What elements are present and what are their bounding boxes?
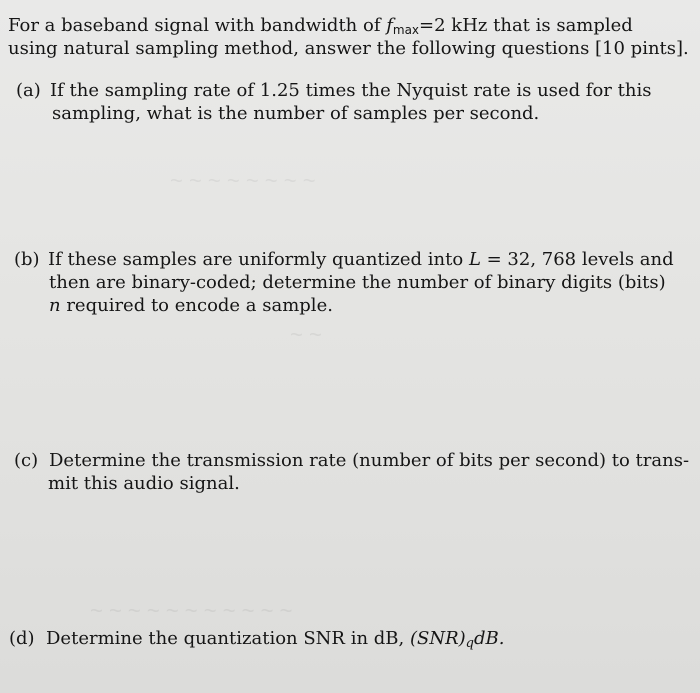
question-b-line-1 [14, 248, 674, 271]
question-b-text-3: required to encode a sample. [60, 295, 333, 316]
snr-subscript: q [465, 636, 474, 651]
question-d [9, 627, 504, 650]
question-c-label: (c) [14, 450, 39, 471]
show-through-marks: ~ ~ ~ ~ ~ ~ ~ ~ [170, 168, 316, 193]
fmax-subscript: max [392, 23, 420, 37]
question-a-label: (a) [16, 80, 41, 101]
intro-line-2: using natural sampling method, answer the following questions [10 pints]. [8, 38, 689, 59]
intro-line-1-post: =2 kHz that is sampled [419, 15, 633, 36]
snr-unit: dB. [474, 628, 505, 649]
show-through-marks-2: ~ ~ [290, 322, 322, 347]
question-c-line-2: mit this audio signal. [48, 473, 240, 494]
question-b-line-2: then are binary-coded; determine the number of binary digits (bits) [49, 272, 666, 293]
snr-expression: (SNR) [409, 628, 466, 649]
intro-line-1 [8, 14, 689, 37]
question-b-label: (b) [14, 249, 40, 270]
question-d-text: Determine the quantization SNR in dB, [46, 628, 410, 649]
question-a-line-2: sampling, what is the number of samples per second. [52, 103, 540, 124]
question-a-text-1: If the sampling rate of 1.25 times the Nyquist rate is used for this [50, 80, 652, 101]
question-c [14, 449, 689, 495]
question-b-text-1-post: = 32, 768 levels and [480, 249, 674, 270]
question-a [16, 79, 651, 125]
question-c-line-1 [14, 449, 689, 472]
fmax-variable: f [386, 15, 393, 36]
question-b [14, 248, 674, 317]
question-b-line-3 [14, 294, 674, 317]
variable-n: n [49, 295, 61, 316]
question-a-line-1 [16, 79, 651, 102]
variable-L: L [468, 249, 481, 270]
show-through-marks-3: ~ ~ ~ ~ ~ ~ ~ ~ ~ ~ ~ [90, 598, 293, 623]
question-c-text-1: Determine the transmission rate (number of bits per second) to trans- [49, 450, 690, 471]
question-d-line-1 [9, 627, 504, 650]
question-b-text-1-pre: If these samples are uniformly quantized into [48, 249, 469, 270]
question-d-label: (d) [9, 628, 35, 649]
intro-line-1-pre: For a baseband signal with bandwidth of [8, 15, 387, 36]
problem-intro [8, 14, 689, 60]
